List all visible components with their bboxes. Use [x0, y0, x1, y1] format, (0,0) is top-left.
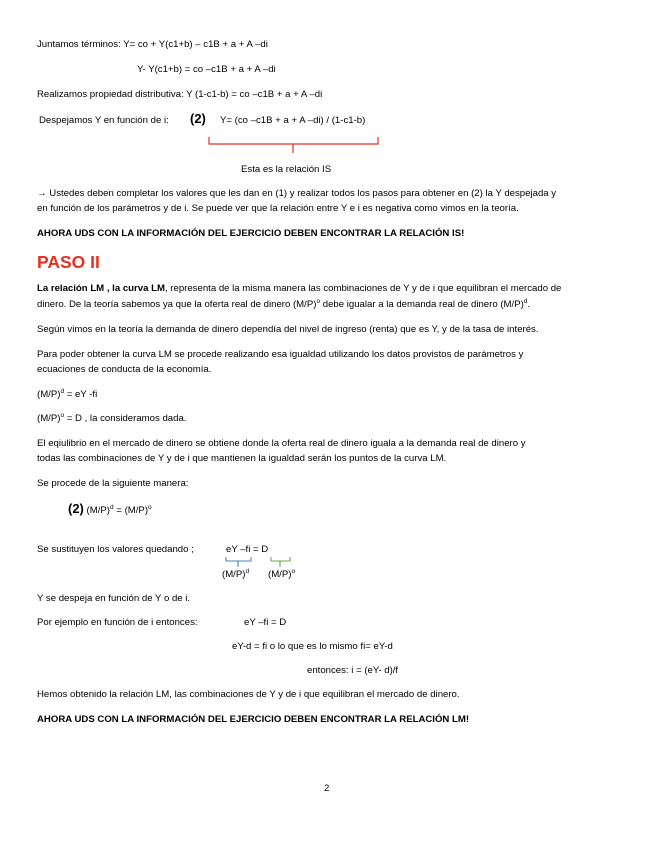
page-number: 2: [324, 783, 330, 794]
text-run: = eY -fi: [64, 389, 98, 400]
paragraph-line: Y se despeja en función de Y o de i.: [37, 593, 191, 604]
paragraph-line: Para poder obtener la curva LM se procede realizando esa igualdad utilizando los datos provistos de parámetros y: [37, 349, 524, 360]
equation-line: eY –fi = D: [244, 617, 287, 628]
superscript: d: [523, 297, 528, 305]
paragraph-line: en función de los parámetros y de i. Se puede ver que la relación entre Y e i es negativa como vimos en la teoría.: [37, 203, 519, 214]
brace-label-demand: [222, 569, 249, 581]
text-run: dinero. De la teoría sabemos ya que la oferta real de dinero (M/P): [37, 299, 317, 310]
paragraph-line: El eqiulibrio en el mercado de dinero se obtiene donde la oferta real de dinero iguala a la demanda real de dinero y: [37, 438, 526, 449]
text-run: (M/P): [83, 505, 111, 516]
text-run: .: [527, 299, 531, 310]
paragraph-line: [37, 299, 530, 311]
instruction-lm: AHORA UDS CON LA INFORMACIÓN DEL EJERCICIO DEBEN ENCONTRAR LA RELACIÓN LM!: [37, 714, 470, 725]
equation-line: Y- Y(c1+b) = co –c1B + a + A –di: [137, 64, 276, 75]
equation-number: (2): [190, 111, 206, 126]
section-heading: PASO II: [37, 252, 100, 272]
is-brace: [208, 136, 380, 156]
paragraph-line: todas las combinaciones de Y y de i que mantienen la igualdad serán los puntos de la curva LM.: [37, 453, 447, 464]
paragraph-line: Hemos obtenido la relación LM, las combinaciones de Y y de i que equilibran el mercado de dinero.: [37, 689, 460, 700]
equation-line: eY-d = fi o lo que es lo mismo fi= eY-d: [232, 641, 393, 652]
superscript: d: [245, 567, 250, 575]
equation-line: [68, 503, 152, 517]
paragraph-line: [37, 283, 561, 295]
text-run: (M/P): [268, 569, 292, 580]
equation-number: (2): [68, 501, 84, 516]
superscript: o: [60, 411, 65, 419]
lm-equation: eY –fi = D: [226, 544, 269, 555]
superscript: o: [291, 567, 296, 575]
superscript: o: [316, 297, 321, 305]
brace-label-supply: [268, 569, 295, 581]
superscript: d: [110, 503, 114, 511]
paragraph-line: → Ustedes deben completar los valores que les dan en (1) y realizar todos los pasos para obtener en (2) la Y despejada y: [37, 188, 557, 199]
lm-braces: [224, 556, 294, 570]
paragraph-line: Se procede de la siguiente manera:: [37, 478, 189, 489]
text-run: (M/P): [37, 389, 61, 400]
is-caption: Esta es la relación IS: [241, 164, 332, 175]
equation-line: [37, 389, 97, 401]
is-equation: Y= (co –c1B + a + A –di) / (1-c1-b): [220, 115, 366, 126]
equation-line: entonces: i = (eY- d)/f: [307, 665, 399, 676]
paragraph-line: Se sustituyen los valores quedando ;: [37, 544, 194, 555]
term-bold: La relación LM , la curva LM: [37, 283, 165, 294]
equation-line: Juntamos términos: Y= co + Y(c1+b) – c1B + a + A –di: [37, 39, 268, 50]
equation-label: Despejamos Y en función de i:: [39, 115, 169, 126]
text-run: (M/P): [222, 569, 246, 580]
text-run: , representa de la misma manera las combinaciones de Y y de i que equilibran el mercado de: [164, 283, 562, 294]
paragraph-line: Según vimos en la teoría la demanda de dinero dependía del nivel de ingreso (renta) que es Y, y de la tasa de interés.: [37, 324, 539, 335]
paragraph-line: Por ejemplo en función de i entonces:: [37, 617, 198, 628]
instruction-is: AHORA UDS CON LA INFORMACIÓN DEL EJERCICIO DEBEN ENCONTRAR LA RELACIÓN IS!: [37, 228, 465, 239]
superscript: o: [148, 503, 152, 511]
superscript: d: [60, 387, 65, 395]
text-run: = (M/P): [113, 505, 149, 516]
paragraph-line: ecuaciones de conducta de la economía.: [37, 364, 212, 375]
text-run: (M/P): [37, 413, 61, 424]
equation-line: Realizamos propiedad distributiva: Y (1-c1-b) = co –c1B + a + A –di: [37, 89, 323, 100]
text-run: debe igualar a la demanda real de dinero (M/P): [320, 299, 524, 310]
equation-line: [37, 413, 186, 425]
text-run: = D , la consideramos dada.: [64, 413, 187, 424]
